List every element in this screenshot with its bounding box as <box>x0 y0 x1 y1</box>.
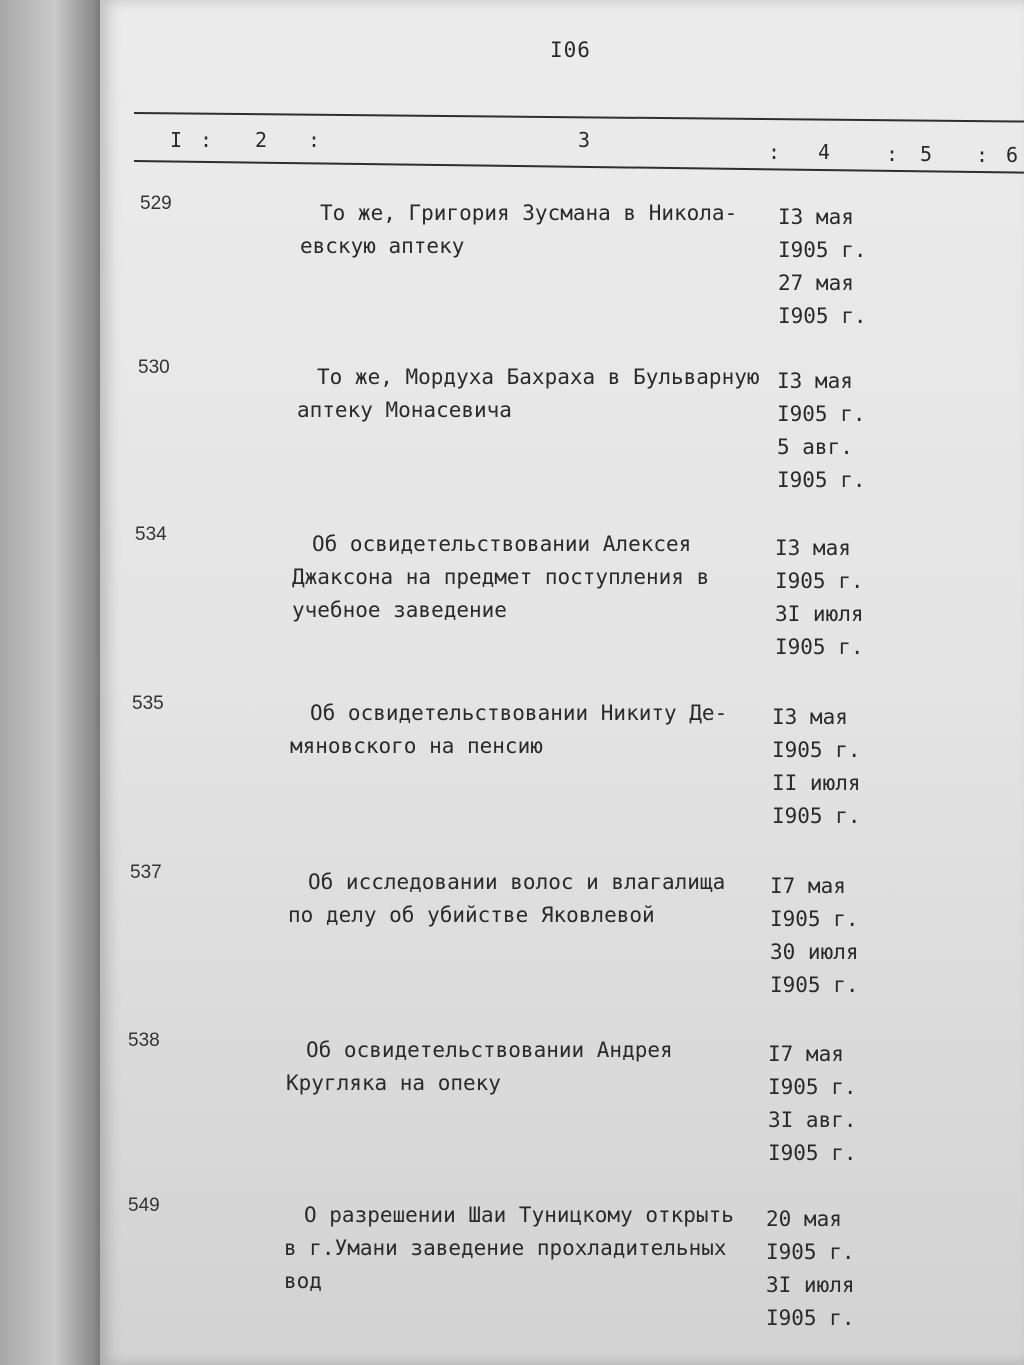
entry-row <box>100 193 1024 353</box>
entry-number: 535 <box>132 693 164 714</box>
column-header-separator: : <box>976 143 989 167</box>
entry-row <box>100 1030 1024 1190</box>
column-header-5: 5 <box>920 142 933 166</box>
entry-dates: I3 мая I905 г. II июля I905 г. <box>772 705 861 828</box>
column-header-4: 4 <box>818 140 831 164</box>
entry-number: 537 <box>130 862 162 883</box>
entry-dates: 20 мая I905 г. 3I июля I905 г. <box>766 1207 855 1330</box>
column-header-separator: : <box>886 142 899 166</box>
column-header-3: 3 <box>578 128 591 152</box>
entry-number: 529 <box>140 193 172 214</box>
entry-title: Об освидетельствовании Алексея Джаксона на предмет поступления в учебное заведение <box>292 532 710 622</box>
entry-row <box>100 862 1024 1022</box>
entry-row <box>100 1195 1024 1355</box>
entry-number: 530 <box>138 357 170 378</box>
column-header-1: I <box>170 128 183 152</box>
table-top-rule <box>134 112 1024 123</box>
entry-dates: I3 мая I905 г. 27 мая I905 г. <box>778 205 867 328</box>
document-page <box>100 0 1024 1365</box>
entry-row <box>100 693 1024 853</box>
entry-title: О разрешении Шаи Туницкому открыть в г.Умани заведение прохладительных вод <box>284 1203 734 1293</box>
entry-dates: I7 мая I905 г. 3I авг. I905 г. <box>768 1042 857 1165</box>
entry-number: 538 <box>128 1030 160 1051</box>
page-number: I06 <box>550 38 591 62</box>
entry-number: 534 <box>135 524 167 545</box>
entry-title: Об исследовании волос и влагалища по делу об убийстве Яковлевой <box>288 870 726 927</box>
entry-dates: I3 мая I905 г. 3I июля I905 г. <box>775 536 864 659</box>
entry-dates: I7 мая I905 г. 30 июля I905 г. <box>770 874 859 997</box>
column-header-6: 6 <box>1006 143 1019 167</box>
entry-title: Об освидетельствовании Андрея Кругляка на опеку <box>286 1038 673 1095</box>
column-header-separator: : <box>768 140 781 164</box>
column-header-separator: : <box>200 128 213 152</box>
entry-title: То же, Мордуха Бахраха в Бульварную аптеку Монасевича <box>297 365 760 422</box>
entry-dates: I3 мая I905 г. 5 авг. I905 г. <box>777 369 866 492</box>
entry-number: 549 <box>128 1195 160 1216</box>
entry-title: То же, Григория Зусмана в Никола- евскую аптеку <box>300 201 738 258</box>
entry-row <box>100 357 1024 517</box>
column-header-2: 2 <box>255 128 268 152</box>
column-header-separator: : <box>308 128 321 152</box>
book-binding <box>0 0 100 1365</box>
entry-row <box>100 524 1024 684</box>
entry-title: Об освидетельствовании Никиту Де- мяновского на пенсию <box>290 701 728 758</box>
